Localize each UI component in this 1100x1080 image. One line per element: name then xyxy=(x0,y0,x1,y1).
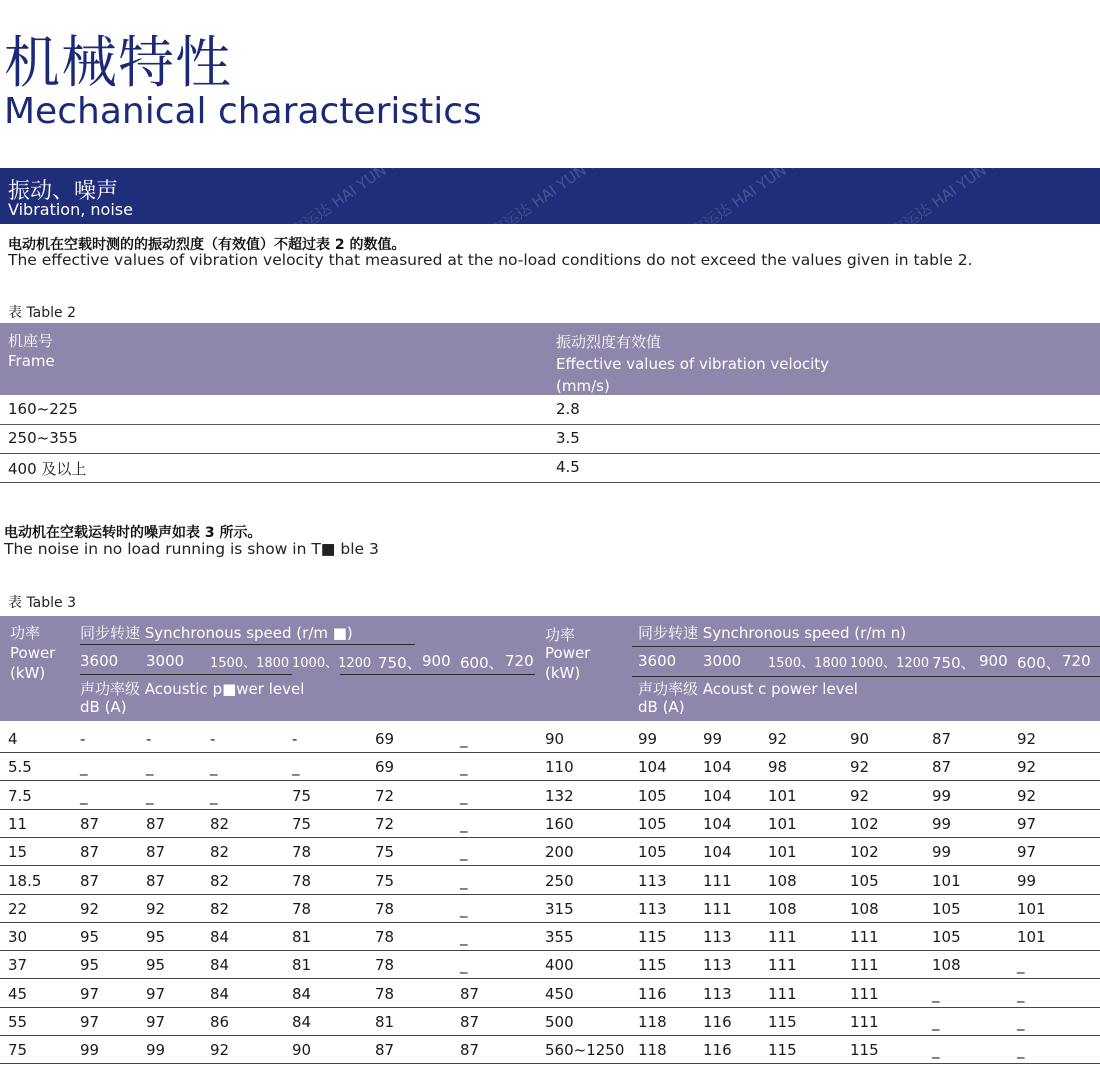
watermark: 海运达 HAI YUN DA xyxy=(687,145,812,240)
power-header-cn: 功率 xyxy=(10,624,41,642)
cell-750-900-right: 108 xyxy=(932,956,961,975)
cell-750-900: 78 xyxy=(375,899,395,918)
table-row xyxy=(0,1035,1100,1064)
speed-1500-1800: 1500、1800 xyxy=(210,656,290,671)
cell-1000-1200-right: 90 xyxy=(850,730,870,748)
cell-600-720-right: _ xyxy=(1017,1013,1025,1031)
power-cell-right: 355 xyxy=(545,928,574,947)
cell-3600-right: 105 xyxy=(638,814,667,833)
cell-3600-right: 118 xyxy=(638,1013,667,1031)
power-cell-right: 200 xyxy=(545,843,574,862)
cell-600-720: _ xyxy=(460,814,468,833)
divider xyxy=(632,646,1100,647)
cell-600-720: _ xyxy=(460,843,468,862)
frame-cell: 250~355 xyxy=(8,429,78,447)
speed-720-right: 720 xyxy=(1062,652,1091,670)
cell-3000: 87 xyxy=(146,843,166,862)
cell-750-900-right: _ xyxy=(932,984,940,1003)
power-header-cn-right: 功率 xyxy=(545,626,576,644)
cell-1500-1800: _ xyxy=(210,758,218,777)
cell-1000-1200: 78 xyxy=(292,899,312,918)
cell-600-720: _ xyxy=(460,758,468,777)
table3-header xyxy=(0,616,1100,721)
cell-3000-right: 116 xyxy=(703,1041,732,1060)
table-row xyxy=(0,781,1100,810)
cell-600-720: _ xyxy=(460,730,468,748)
cell-1000-1200-right: 111 xyxy=(850,1013,879,1031)
level-unit: dB (A) xyxy=(80,698,127,716)
cell-3000-right: 104 xyxy=(703,786,732,805)
cell-1000-1200: 90 xyxy=(292,1041,312,1060)
vibration-cell: 3.5 xyxy=(556,429,580,447)
cell-750-900-right: 87 xyxy=(932,730,952,748)
cell-3000: 92 xyxy=(146,899,166,918)
speed-3000: 3000 xyxy=(146,652,185,670)
cell-3600-right: 115 xyxy=(638,956,667,975)
power-cell: 30 xyxy=(8,928,28,947)
power-cell-right: 132 xyxy=(545,786,574,805)
table2-header xyxy=(0,323,1100,395)
cell-600-720-right: 97 xyxy=(1017,843,1037,862)
cell-1500-1800-right: 101 xyxy=(768,843,797,862)
cell-3000-right: 104 xyxy=(703,758,732,777)
cell-3000-right: 104 xyxy=(703,843,732,862)
cell-3600: 87 xyxy=(80,871,100,890)
cell-750-900: 69 xyxy=(375,758,395,777)
cell-1500-1800-right: 111 xyxy=(768,928,797,947)
cell-1500-1800-right: 111 xyxy=(768,956,797,975)
cell-600-720-right: _ xyxy=(1017,1041,1025,1060)
speed-750-right: 750、 xyxy=(932,654,976,672)
cell-750-900-right: 87 xyxy=(932,758,952,777)
cell-1000-1200-right: 92 xyxy=(850,786,870,805)
cell-750-900-right: _ xyxy=(932,1013,940,1031)
cell-3600: 95 xyxy=(80,928,100,947)
power-cell: 18.5 xyxy=(8,871,42,890)
divider xyxy=(632,676,1100,677)
frame-cell: 400 及以上 xyxy=(8,460,87,478)
cell-3600: 97 xyxy=(80,1013,100,1031)
cell-3000: - xyxy=(146,730,152,748)
speed-1000-1200: 1000、1200 xyxy=(292,656,372,671)
power-cell: 15 xyxy=(8,843,28,862)
speed-3000-right: 3000 xyxy=(703,652,742,670)
cell-1000-1200-right: 102 xyxy=(850,843,879,862)
vibration-header-en: Effective values of vibration velocity xyxy=(556,355,830,373)
divider xyxy=(340,674,535,675)
cell-3000: 95 xyxy=(146,928,166,947)
cell-1500-1800-right: 108 xyxy=(768,899,797,918)
divider xyxy=(80,644,415,645)
cell-3600-right: 116 xyxy=(638,984,667,1003)
cell-3600: - xyxy=(80,730,86,748)
vibration-header-unit: (mm/s) xyxy=(556,377,610,395)
cell-3600: 95 xyxy=(80,956,100,975)
cell-1000-1200-right: 92 xyxy=(850,758,870,777)
cell-1000-1200: - xyxy=(292,730,298,748)
cell-1500-1800: 84 xyxy=(210,956,230,975)
cell-1000-1200-right: 108 xyxy=(850,899,879,918)
power-cell: 7.5 xyxy=(8,786,32,805)
cell-750-900: 81 xyxy=(375,1013,395,1031)
power-cell: 22 xyxy=(8,899,28,918)
cell-1500-1800: 92 xyxy=(210,1041,230,1060)
table-row xyxy=(0,866,1100,895)
cell-1000-1200-right: 111 xyxy=(850,928,879,947)
cell-3600: 92 xyxy=(80,899,100,918)
cell-3000-right: 111 xyxy=(703,899,732,918)
cell-3600: 87 xyxy=(80,814,100,833)
table-row xyxy=(0,809,1100,838)
cell-750-900: 75 xyxy=(375,843,395,862)
power-cell: 4 xyxy=(8,730,18,748)
cell-1500-1800-right: 108 xyxy=(768,871,797,890)
cell-1500-1800-right: 101 xyxy=(768,814,797,833)
speed-900: 900 xyxy=(422,652,451,670)
cell-3000: 87 xyxy=(146,814,166,833)
cell-3000: 97 xyxy=(146,984,166,1003)
section-title-en: Vibration, noise xyxy=(8,200,133,219)
cell-1000-1200: 75 xyxy=(292,814,312,833)
cell-1000-1200: 81 xyxy=(292,956,312,975)
table-row xyxy=(0,950,1100,979)
cell-3600-right: 113 xyxy=(638,899,667,918)
table-row xyxy=(0,837,1100,866)
speed-600-right: 600、 xyxy=(1017,654,1061,672)
cell-1000-1200: 75 xyxy=(292,786,312,805)
power-header-unit: (kW) xyxy=(10,664,46,682)
cell-600-720: 87 xyxy=(460,1013,480,1031)
vibration-text-cn: 电动机在空载时测的的振动烈度（有效值）不超过表 2 的数值。 xyxy=(8,237,406,253)
table-row xyxy=(0,979,1100,1008)
speed-header: 同步转速 Synchronous speed (r/m ■) xyxy=(80,624,353,642)
speed-600: 600、 xyxy=(460,654,504,672)
cell-1500-1800: 82 xyxy=(210,899,230,918)
cell-3000-right: 113 xyxy=(703,984,732,1003)
cell-3600-right: 118 xyxy=(638,1041,667,1060)
table-row xyxy=(0,724,1100,753)
power-header-en-right: Power xyxy=(545,644,591,662)
speed-1500-1800-right: 1500、1800 xyxy=(768,656,848,671)
cell-600-720: 87 xyxy=(460,1041,480,1060)
frame-header-cn: 机座号 xyxy=(8,332,54,350)
frame-header-en: Frame xyxy=(8,352,55,370)
cell-1000-1200-right: 102 xyxy=(850,814,879,833)
cell-1000-1200: 78 xyxy=(292,843,312,862)
cell-1000-1200: 81 xyxy=(292,928,312,947)
cell-600-720-right: _ xyxy=(1017,956,1025,975)
power-cell-right: 315 xyxy=(545,899,574,918)
cell-1000-1200: 84 xyxy=(292,1013,312,1031)
cell-1000-1200-right: 111 xyxy=(850,956,879,975)
cell-600-720: _ xyxy=(460,956,468,975)
cell-1000-1200-right: 111 xyxy=(850,984,879,1003)
noise-text-cn: 电动机在空载运转时的噪声如表 3 所示。 xyxy=(4,525,262,541)
power-cell-right: 110 xyxy=(545,758,574,777)
cell-3000-right: 99 xyxy=(703,730,723,748)
cell-750-900-right: 99 xyxy=(932,786,952,805)
cell-1500-1800-right: 111 xyxy=(768,984,797,1003)
cell-3600-right: 105 xyxy=(638,843,667,862)
cell-600-720-right: 99 xyxy=(1017,871,1037,890)
cell-600-720-right: 101 xyxy=(1017,899,1046,918)
power-cell-right: 450 xyxy=(545,984,574,1003)
cell-3600: 99 xyxy=(80,1041,100,1060)
cell-3600-right: 104 xyxy=(638,758,667,777)
power-cell: 55 xyxy=(8,1013,28,1031)
cell-1000-1200-right: 115 xyxy=(850,1041,879,1060)
table-row xyxy=(0,395,1100,425)
cell-3600-right: 115 xyxy=(638,928,667,947)
table-row xyxy=(0,424,1100,454)
speed-1000-1200-right: 1000、1200 xyxy=(850,656,930,671)
speed-3600: 3600 xyxy=(80,652,119,670)
page-title-en: Mechanical characteristics xyxy=(4,91,482,132)
table-row xyxy=(0,453,1100,483)
vibration-text-en: The effective values of vibration velocity that measured at the no-load conditions do not exceed the values given in table 2. xyxy=(8,251,973,269)
cell-3000: _ xyxy=(146,758,154,777)
power-cell: 45 xyxy=(8,984,28,1003)
cell-1500-1800-right: 101 xyxy=(768,786,797,805)
power-header-en: Power xyxy=(10,644,56,662)
cell-750-900-right: 99 xyxy=(932,814,952,833)
cell-600-720: _ xyxy=(460,928,468,947)
cell-1500-1800: 86 xyxy=(210,1013,230,1031)
power-cell-right: 500 xyxy=(545,1013,574,1031)
section-title-cn: 振动、噪声 xyxy=(8,179,119,204)
cell-3600: 87 xyxy=(80,843,100,862)
page-title-cn: 机械特性 xyxy=(4,31,232,96)
table-row xyxy=(0,752,1100,781)
cell-1500-1800-right: 92 xyxy=(768,730,788,748)
speed-750: 750、 xyxy=(378,654,422,672)
power-cell: 5.5 xyxy=(8,758,32,777)
cell-3600-right: 99 xyxy=(638,730,658,748)
cell-3000: 99 xyxy=(146,1041,166,1060)
watermark: 海运达 HAI YUN DA xyxy=(887,145,1012,240)
cell-1500-1800-right: 115 xyxy=(768,1013,797,1031)
power-cell-right: 90 xyxy=(545,730,565,748)
vibration-cell: 2.8 xyxy=(556,400,580,418)
cell-600-720-right: 97 xyxy=(1017,814,1037,833)
cell-3000: _ xyxy=(146,786,154,805)
cell-3000: 97 xyxy=(146,1013,166,1031)
cell-3000-right: 104 xyxy=(703,814,732,833)
cell-1500-1800: _ xyxy=(210,786,218,805)
divider xyxy=(80,674,292,675)
cell-600-720-right: 92 xyxy=(1017,786,1037,805)
cell-750-900-right: _ xyxy=(932,1041,940,1060)
cell-750-900: 78 xyxy=(375,984,395,1003)
cell-600-720-right: 92 xyxy=(1017,758,1037,777)
watermark: 海运达 HAI YUN DA xyxy=(287,145,412,240)
cell-600-720-right: 101 xyxy=(1017,928,1046,947)
watermark: 海运达 HAI YUN DA xyxy=(487,145,612,240)
table3-label: 表 Table 3 xyxy=(8,595,77,611)
cell-3000-right: 111 xyxy=(703,871,732,890)
cell-3000-right: 116 xyxy=(703,1013,732,1031)
cell-750-900: 69 xyxy=(375,730,395,748)
frame-cell: 160~225 xyxy=(8,400,78,418)
cell-600-720: _ xyxy=(460,786,468,805)
power-cell-right: 400 xyxy=(545,956,574,975)
cell-600-720-right: 92 xyxy=(1017,730,1037,748)
cell-1500-1800: 82 xyxy=(210,814,230,833)
cell-3600: 97 xyxy=(80,984,100,1003)
power-cell: 11 xyxy=(8,814,28,833)
cell-750-900: 72 xyxy=(375,814,395,833)
cell-3600: _ xyxy=(80,758,88,777)
cell-1500-1800-right: 98 xyxy=(768,758,788,777)
cell-600-720-right: _ xyxy=(1017,984,1025,1003)
level-header-right: 声功率级 Acoust c power level xyxy=(638,680,858,698)
cell-600-720: _ xyxy=(460,899,468,918)
speed-900-right: 900 xyxy=(979,652,1008,670)
power-cell-right: 560~1250 xyxy=(545,1041,625,1060)
cell-750-900: 78 xyxy=(375,956,395,975)
cell-750-900: 72 xyxy=(375,786,395,805)
cell-3600: _ xyxy=(80,786,88,805)
cell-1000-1200: 84 xyxy=(292,984,312,1003)
cell-1500-1800: 84 xyxy=(210,928,230,947)
power-cell-right: 250 xyxy=(545,871,574,890)
power-cell: 37 xyxy=(8,956,28,975)
speed-3600-right: 3600 xyxy=(638,652,677,670)
table-row xyxy=(0,894,1100,923)
cell-750-900: 75 xyxy=(375,871,395,890)
table-row xyxy=(0,922,1100,951)
cell-750-900-right: 105 xyxy=(932,899,961,918)
vibration-cell: 4.5 xyxy=(556,458,580,476)
section-header xyxy=(0,145,1100,240)
cell-750-900-right: 101 xyxy=(932,871,961,890)
power-cell-right: 160 xyxy=(545,814,574,833)
power-header-unit-right: (kW) xyxy=(545,664,581,682)
cell-1500-1800: 82 xyxy=(210,871,230,890)
table2-label: 表 Table 2 xyxy=(8,305,77,321)
cell-1500-1800-right: 115 xyxy=(768,1041,797,1060)
cell-1000-1200: 78 xyxy=(292,871,312,890)
table-row xyxy=(0,1007,1100,1036)
level-unit-right: dB (A) xyxy=(638,698,685,716)
cell-3000-right: 113 xyxy=(703,928,732,947)
cell-1000-1200: _ xyxy=(292,758,300,777)
cell-1500-1800: - xyxy=(210,730,216,748)
level-header: 声功率级 Acoustic p■wer level xyxy=(80,680,305,698)
cell-3600-right: 105 xyxy=(638,786,667,805)
cell-750-900-right: 99 xyxy=(932,843,952,862)
speed-header-right: 同步转速 Synchronous speed (r/m n) xyxy=(638,624,907,642)
cell-750-900-right: 105 xyxy=(932,928,961,947)
cell-3000: 87 xyxy=(146,871,166,890)
cell-600-720: _ xyxy=(460,871,468,890)
noise-text-en: The noise in no load running is show in T■ ble 3 xyxy=(4,540,379,558)
cell-1500-1800: 82 xyxy=(210,843,230,862)
cell-750-900: 78 xyxy=(375,928,395,947)
cell-750-900: 87 xyxy=(375,1041,395,1060)
cell-3000: 95 xyxy=(146,956,166,975)
cell-600-720: 87 xyxy=(460,984,480,1003)
speed-720: 720 xyxy=(505,652,534,670)
power-cell: 75 xyxy=(8,1041,28,1060)
cell-3000-right: 113 xyxy=(703,956,732,975)
cell-1500-1800: 84 xyxy=(210,984,230,1003)
cell-1000-1200-right: 105 xyxy=(850,871,879,890)
vibration-header-cn: 振动烈度有效值 xyxy=(556,333,662,351)
cell-3600-right: 113 xyxy=(638,871,667,890)
